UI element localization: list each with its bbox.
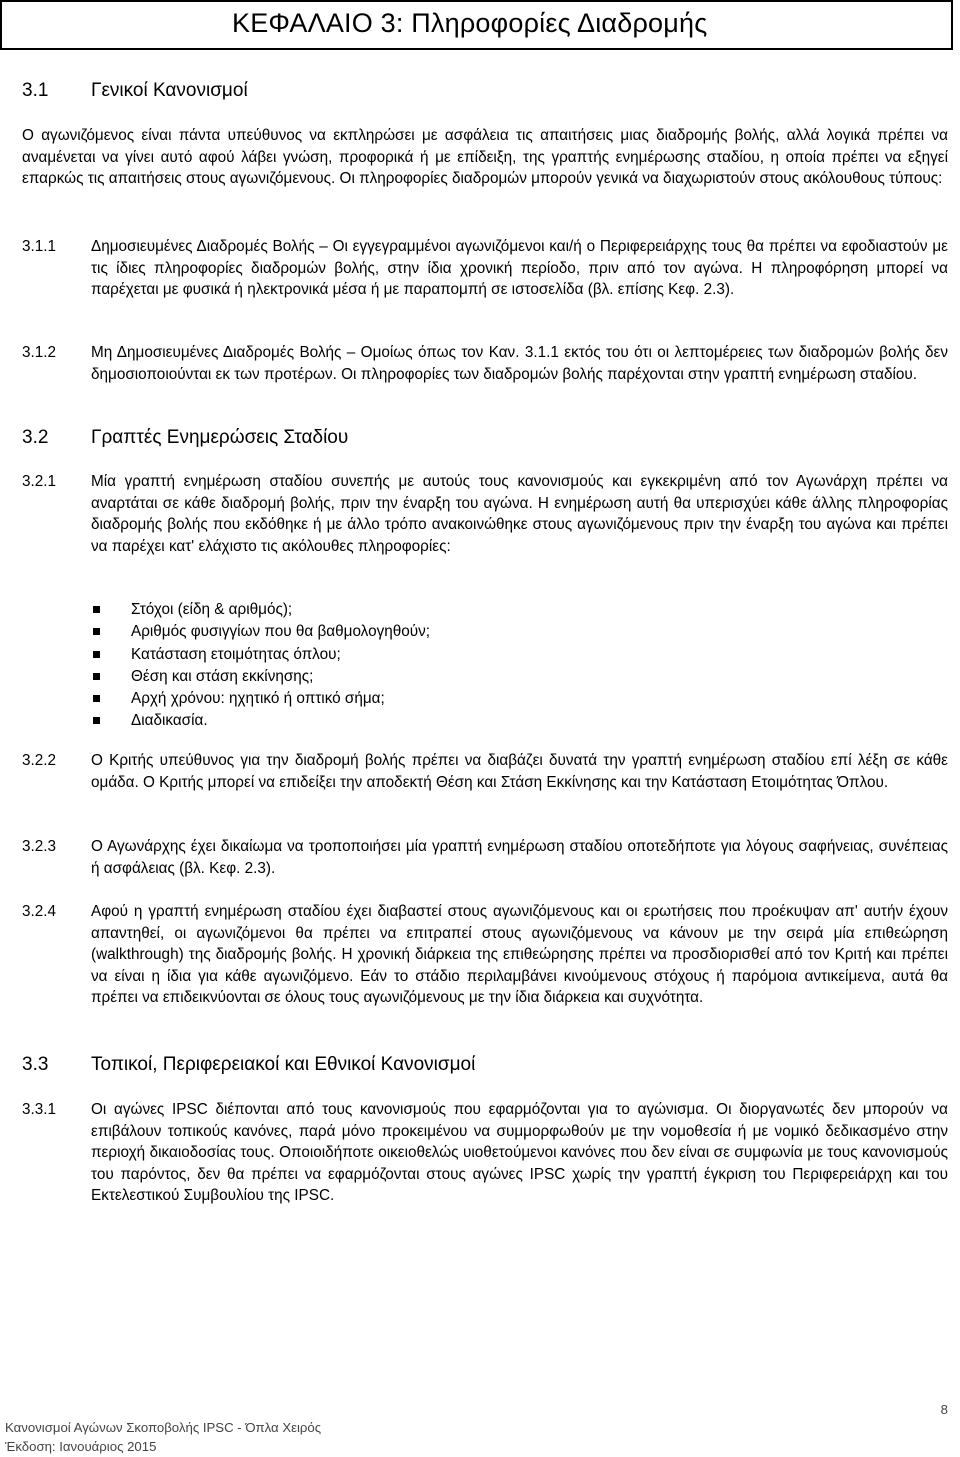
rule-text: Ο Κριτής υπεύθυνος για την διαδρομή βολής πρέπει να διαβάζει δυνατά την γραπτή ενημέρωση σταδίου επί λέξη σε κάθε ομάδα. Ο Κριτής μπορεί να επιδείξει την αποδεκτή Θέση και Στάση Εκκίνησης και την Κατάσταση Ετοιμότητας Όπλου. [91, 752, 948, 791]
section-title: Τοπικοί, Περιφερειακοί και Εθνικοί Κανονισμοί [91, 1054, 476, 1075]
page-footer [5, 1418, 321, 1456]
rule-number: 3.2.4 [22, 903, 57, 920]
section-heading-3-1 [22, 80, 248, 102]
square-bullet-icon [93, 606, 100, 613]
list-item: Αρχή χρόνου: ηχητικό ή οπτικό σήμα; [91, 688, 430, 710]
rule-text: Μη Δημοσιευμένες Διαδρομές Βολής – Ομοίως όπως τον Καν. 3.1.1 εκτός του ότι οι λεπτομέρειες των διαδρομών βολής δεν δημοσιοποιούνται εκ των προτέρων. Οι πληροφορίες των διαδρομών βολής παρέχονται στην γραπτή ενημέρωση σταδίου. [91, 344, 948, 383]
rule-text: Ο Αγωνάρχης έχει δικαίωμα να τροποποιήσει μία γραπτή ενημέρωση σταδίου οποτεδήποτε για λόγους σαφήνειας, συνέπειας ή ασφάλειας (βλ. Κεφ. 2.3). [91, 838, 948, 877]
list-item: Αριθμός φυσιγγίων που θα βαθμολογηθούν; [91, 621, 430, 643]
square-bullet-icon [93, 651, 100, 658]
section-title: Γενικοί Κανονισμοί [91, 80, 248, 101]
square-bullet-icon [93, 717, 100, 724]
square-bullet-icon [93, 695, 100, 702]
section-heading-3-3 [22, 1054, 476, 1076]
page-number: 8 [940, 1402, 948, 1417]
footer-document-title: Κανονισμοί Αγώνων Σκοποβολής IPSC - Όπλα Χειρός [5, 1420, 322, 1435]
section-intro-paragraph: Ο αγωνιζόμενος είναι πάντα υπεύθυνος να εκπληρώσει με ασφάλεια τις απαιτήσεις μιας διαδρομής βολής, αλλά λογικά πρέπει να αναμένεται να γίνει αυτό αφού λάβει γνώση, προφορικά ή με επίδειξη, της γραπτής ενημέρωσης σταδίου, η οποία πρέπει να εξηγεί επαρκώς τις απαιτήσεις στους αγωνιζόμενους. Οι πληροφορίες διαδρομών μπορούν γενικά να διαχωριστούν στους ακόλουθους τύπους: [22, 127, 948, 187]
list-item: Διαδικασία. [91, 710, 430, 732]
rule-number: 3.1.1 [22, 238, 57, 255]
section-number: 3.3 [22, 1054, 49, 1075]
rule-number: 3.2.2 [22, 752, 57, 769]
rule-text: Οι αγώνες IPSC διέπονται από τους κανονισμούς που εφαρμόζονται για το αγώνισμα. Οι διοργανωτές δεν μπορούν να επιβάλουν τοπικούς κανόνες, παρά μόνο προκειμένου να συμμορφωθούν με την νομοθεσία ή με νομικό δεδικασμένο στην περιοχή δικαιοδοσίας τους. Οποιοιδήποτε οικειοθελώς υιοθετούμενοι κανόνες που δεν είναι σε συμφωνία με τους κανονισμούς του παρόντος, δεν θα πρέπει να εφαρμόζονται στους αγώνες IPSC χωρίς την γραπτή έγκριση του Περιφερειάρχη και του Εκτελεστικού Συμβουλίου της IPSC. [91, 1101, 948, 1204]
rule-number: 3.2.1 [22, 473, 57, 490]
rule-text: Μία γραπτή ενημέρωση σταδίου συνεπής με αυτούς τους κανονισμούς και εγκεκριμένη από τον Αγωνάρχη πρέπει να αναρτάται σε κάθε διαδρομή βολής, πριν την έναρξη του αγώνα. Η ενημέρωση αυτή θα υπερισχύει κάθε άλλης πληροφορίας διαδρομής βολής που εκδόθηκε ή με άλλο τρόπο ανακοινώθηκε στους αγωνιζόμενους πριν την έναρξη του αγώνα και πρέπει να παρέχει κατ' ελάχιστο τις ακόλουθες πληροφορίες: [91, 473, 948, 555]
list-item: Κατάσταση ετοιμότητας όπλου; [91, 644, 430, 666]
section-title: Γραπτές Ενημερώσεις Σταδίου [91, 427, 349, 448]
square-bullet-icon [93, 628, 100, 635]
footer-edition: Έκδοση: Ιανουάριος 2015 [5, 1439, 157, 1454]
square-bullet-icon [93, 673, 100, 680]
list-item: Στόχοι (είδη & αριθμός); [91, 599, 430, 621]
list-item: Θέση και στάση εκκίνησης; [91, 666, 430, 688]
chapter-header-box [0, 0, 953, 50]
section-number: 3.2 [22, 427, 49, 448]
required-info-list [91, 599, 430, 733]
section-heading-3-2 [22, 427, 349, 449]
rule-text: Αφού η γραπτή ενημέρωση σταδίου έχει διαβαστεί στους αγωνιζόμενους και οι ερωτήσεις που προέκυψαν απ' αυτήν έχουν απαντηθεί, οι αγωνιζόμενοι θα πρέπει να επιτραπεί στους αγωνιζόμενους να κάνουν με την σειρά μία επιθεώρηση (walkthrough) της διαδρομής βολής. Η χρονική διάρκεια της επιθεώρησης πρέπει να προσδιορισθεί από τον Κριτή και πρέπει να είναι η ίδια για κάθε αγωνιζόμενο. Εάν το στάδιο περιλαμβάνει κινούμενους στόχους ή παρόμοια αντικείμενα, αυτά θα πρέπει να επιδεικνύονται σε όλους τους αγωνιζόμενους με την ίδια διάρκεια και συχνότητα. [91, 903, 948, 1006]
rule-number: 3.1.2 [22, 344, 57, 361]
chapter-title: ΚΕΦΑΛΑΙΟ 3: Πληροφορίες Διαδρομής [232, 8, 708, 38]
section-number: 3.1 [22, 80, 49, 101]
rule-number: 3.2.3 [22, 838, 57, 855]
rule-text: Δημοσιευμένες Διαδρομές Βολής – Οι εγγεγραμμένοι αγωνιζόμενοι και/ή ο Περιφερειάρχης τους θα πρέπει να εφοδιαστούν με τις ίδιες πληροφορίες διαδρομών βολής, στην ίδια χρονική περίοδο, πριν από τον αγώνα. Η πληροφόρηση μπορεί να παρέχεται με φυσικά ή ηλεκτρονικά μέσα ή με παραπομπή σε ιστοσελίδα (βλ. επίσης Κεφ. 2.3). [91, 238, 948, 298]
rule-number: 3.3.1 [22, 1101, 57, 1118]
